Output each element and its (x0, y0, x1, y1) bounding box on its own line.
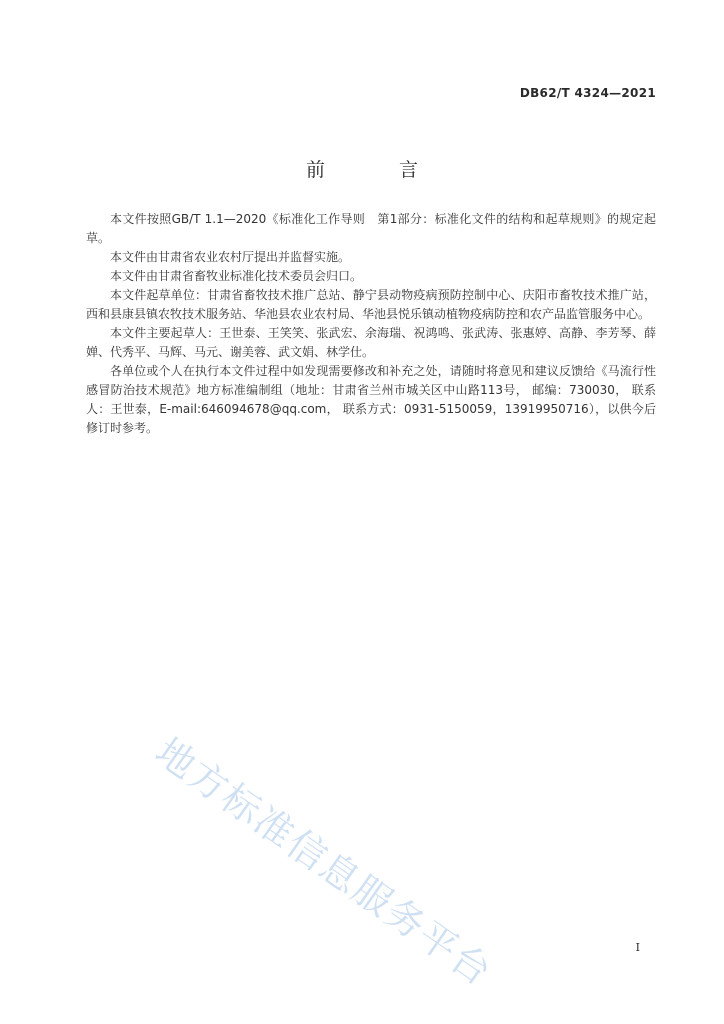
paragraph-committee: 本文件由甘肃省畜牧业标准化技术委员会归口。 (110, 269, 363, 283)
page-number: I (635, 941, 640, 954)
watermark: 地方标准信息服务平台 (147, 729, 501, 995)
standard-code: DB62/T 4324—2021 (519, 86, 656, 100)
paragraph-proposer: 本文件由甘肃省农业农村厅提出并监督实施。 (110, 250, 351, 264)
paragraph-drafting-rules: 本文件按照GB/T 1.1—2020《标准化工作导则 第1部分：标准化文件的结构和起草规则》的规定起草。 (86, 212, 656, 245)
paragraph-drafting-units: 本文件起草单位：甘肃省畜牧技术推广总站、静宁县动物疫病预防控制中心、庆阳市畜牧技术推广站，西和县康县镇农牧技术服务站、华池县农业农村局、华池县悦乐镇动植物疫病防控和农产品监管服务中心。 (86, 288, 656, 321)
foreword-body (86, 210, 656, 438)
page-title: 前 言 (305, 159, 453, 181)
paragraph-drafters: 本文件主要起草人：王世泰、王笑笑、张武宏、余海瑞、祝鸿鸣、张武涛、张惠婷、高静、李芳琴、薛婵、代秀平、马辉、马元、谢美蓉、武文娟、林学仕。 (86, 326, 656, 359)
paragraph-feedback: 各单位或个人在执行本文件过程中如发现需要修改和补充之处，请随时将意见和建议反馈给《马流行性感冒防治技术规范》地方标准编制组（地址：甘肃省兰州市城关区中山路113号， 邮编：730030， 联系人：王世泰，E-mail:646094678@qq.com， 联系方式：0931-5150059，13919950716），以供今后修订时参考。 (86, 364, 656, 435)
